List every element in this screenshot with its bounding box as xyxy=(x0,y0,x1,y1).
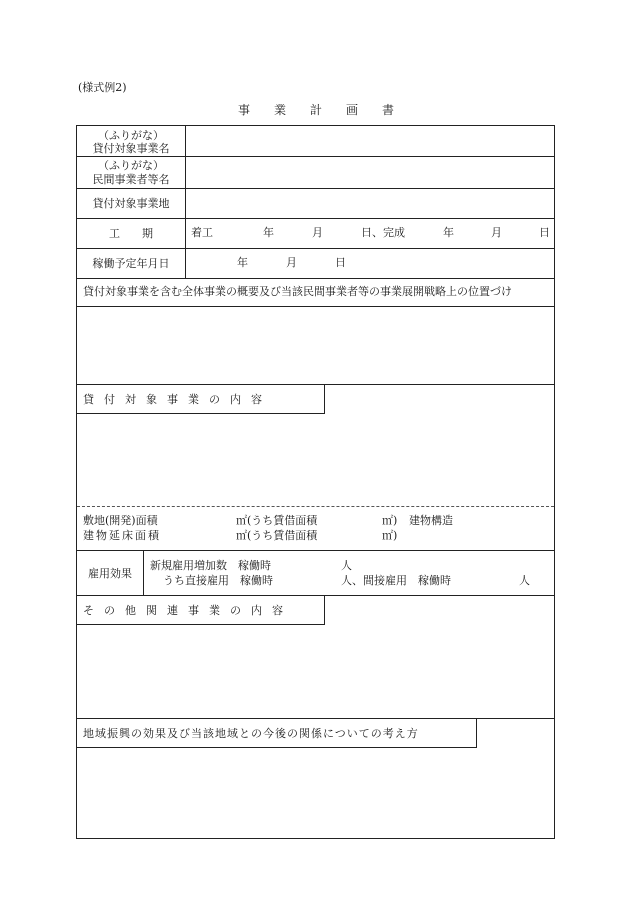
location-field[interactable] xyxy=(186,189,554,218)
related-label: その他関連事業の内容 xyxy=(83,604,293,617)
operation-date-label: 稼働予定年月日 xyxy=(92,257,170,270)
operator-name-label: 民間事業者等名 xyxy=(92,173,170,186)
operation-month: 月 xyxy=(286,256,297,269)
indirect-hires-persons: 人 xyxy=(519,574,530,587)
new-hires-persons: 人 xyxy=(341,559,352,572)
floor-area-label: 建物延床面積 xyxy=(83,529,161,542)
operator-name-kana: （ふりがな） xyxy=(98,159,164,172)
business-name-kana: （ふりがな） xyxy=(98,129,164,142)
regional-field[interactable] xyxy=(77,749,554,838)
site-area-lease: ㎡(うち賃借面積 xyxy=(236,514,318,527)
loan-content-field[interactable] xyxy=(77,415,554,505)
period-end-day: 日 xyxy=(539,226,550,239)
overview-label: 貸付対象事業を含む全体事業の概要及び当該民間事業者等の事業展開戦略上の位置づけ xyxy=(83,285,512,298)
loan-content-label: 貸付対象事業の内容 xyxy=(83,393,272,406)
overview-field[interactable] xyxy=(77,307,554,384)
regional-label: 地域振興の効果及び当該地域との今後の関係についての考え方 xyxy=(83,727,419,740)
employment-label: 雇用効果 xyxy=(88,567,132,580)
business-name-label: 貸付対象事業名 xyxy=(92,142,170,155)
new-hires-label: 新規雇用増加数 稼働時 xyxy=(150,559,271,572)
document-title: 事 業 計 画 書 xyxy=(238,103,401,117)
business-name-field[interactable] xyxy=(186,126,554,156)
form-number: (様式例2) xyxy=(78,81,127,94)
operation-day: 日 xyxy=(335,256,346,269)
floor-area-lease: ㎡(うち賃借面積 xyxy=(236,529,318,542)
operator-name-field[interactable] xyxy=(186,157,554,188)
operation-year: 年 xyxy=(237,256,248,269)
period-end-year: 年 xyxy=(443,226,454,239)
period-start-label: 着工 xyxy=(191,226,213,239)
indirect-hires-label: 人、間接雇用 稼働時 xyxy=(341,574,451,587)
period-label: 工 期 xyxy=(109,227,153,240)
form-table xyxy=(76,125,555,839)
structure-label: 建物構造 xyxy=(409,514,453,527)
period-start-month: 月 xyxy=(312,226,323,239)
period-start-year: 年 xyxy=(263,226,274,239)
related-field[interactable] xyxy=(77,626,554,718)
site-area-label: 敷地(開発)面積 xyxy=(83,514,158,527)
floor-area-close: ㎡) xyxy=(382,529,398,542)
site-area-close: ㎡) xyxy=(382,514,398,527)
period-end-month: 月 xyxy=(491,226,502,239)
period-completion-label: 日、完成 xyxy=(361,226,405,239)
direct-hires-label: うち直接雇用 稼働時 xyxy=(163,574,273,587)
location-label: 貸付対象事業地 xyxy=(92,197,170,210)
